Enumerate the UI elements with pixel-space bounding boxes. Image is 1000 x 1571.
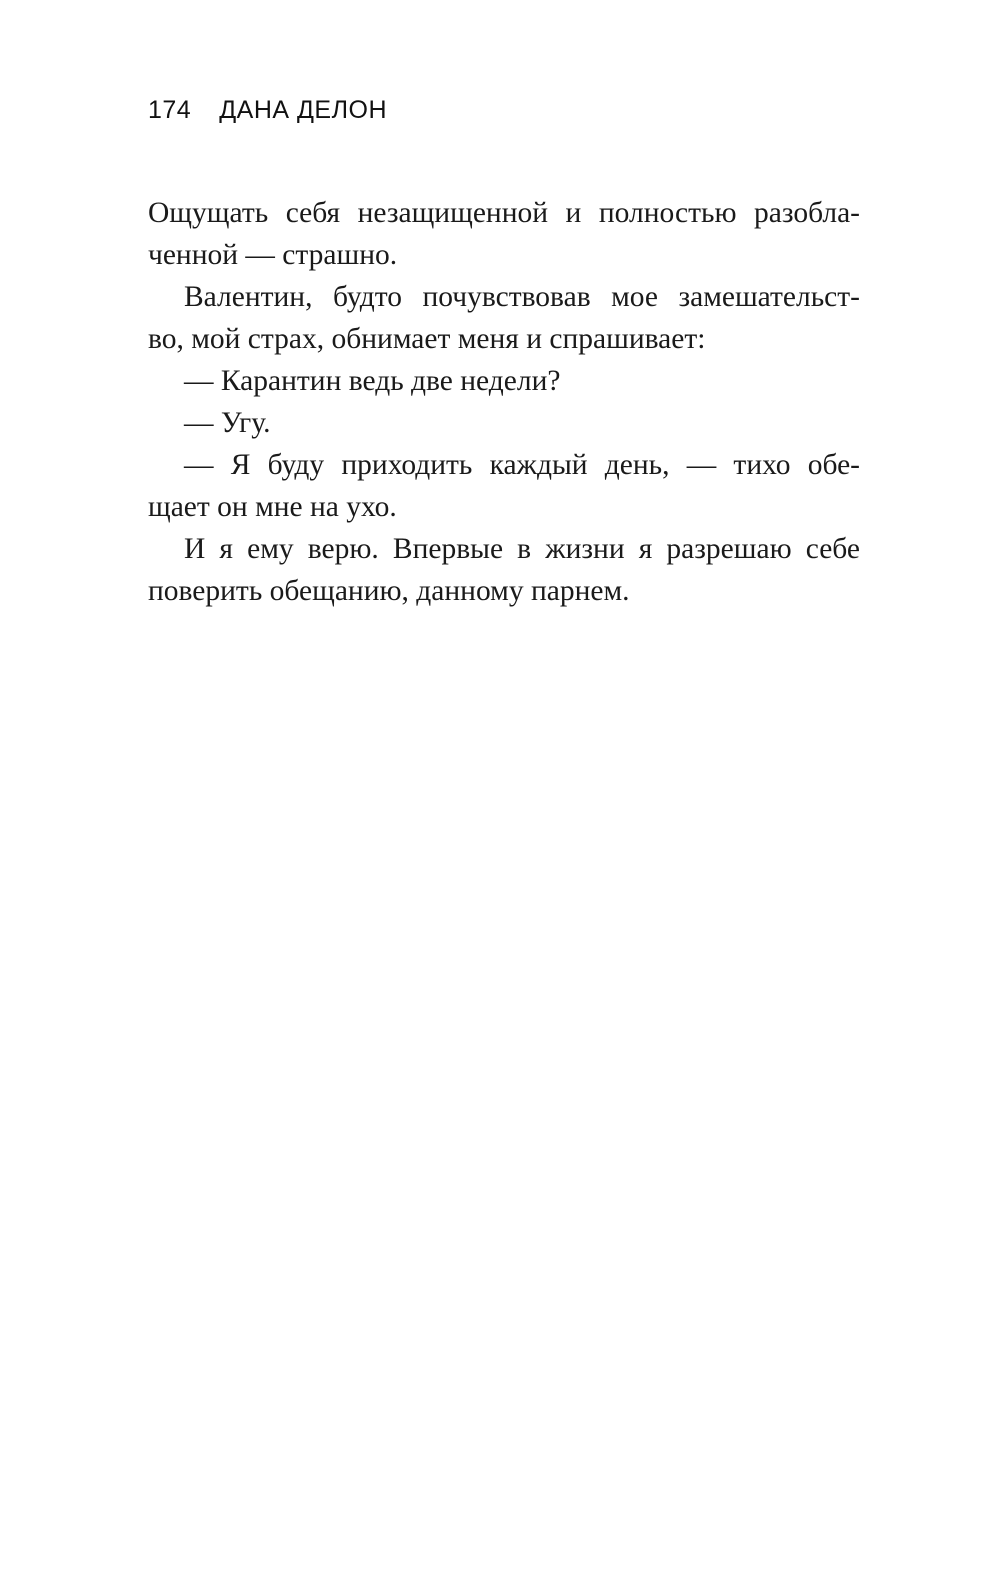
text-line: поверить обещанию, данному парнем.: [148, 575, 630, 607]
author-name: ДАНА ДЕЛОН: [219, 96, 388, 124]
text-line: И я ему верю. Впервые в жизни я разрешаю себе: [184, 533, 860, 565]
running-header: [148, 96, 387, 125]
text-line: щает он мне на ухо.: [148, 491, 397, 523]
body-text: [148, 192, 860, 612]
text-line: Валентин, будто почувствовав мое замешательст-: [184, 281, 860, 313]
text-line: ченной — страшно.: [148, 239, 398, 271]
dialogue-line: — Карантин ведь две недели?: [184, 365, 561, 397]
dialogue-line: — Угу.: [184, 407, 271, 439]
page-number: 174: [148, 96, 192, 124]
text-line: во, мой страх, обнимает меня и спрашивает:: [148, 323, 706, 355]
text-line: Ощущать себя незащищенной и полностью разобла-: [148, 197, 860, 229]
dialogue-line: — Я буду приходить каждый день, — тихо обе-: [184, 449, 860, 481]
